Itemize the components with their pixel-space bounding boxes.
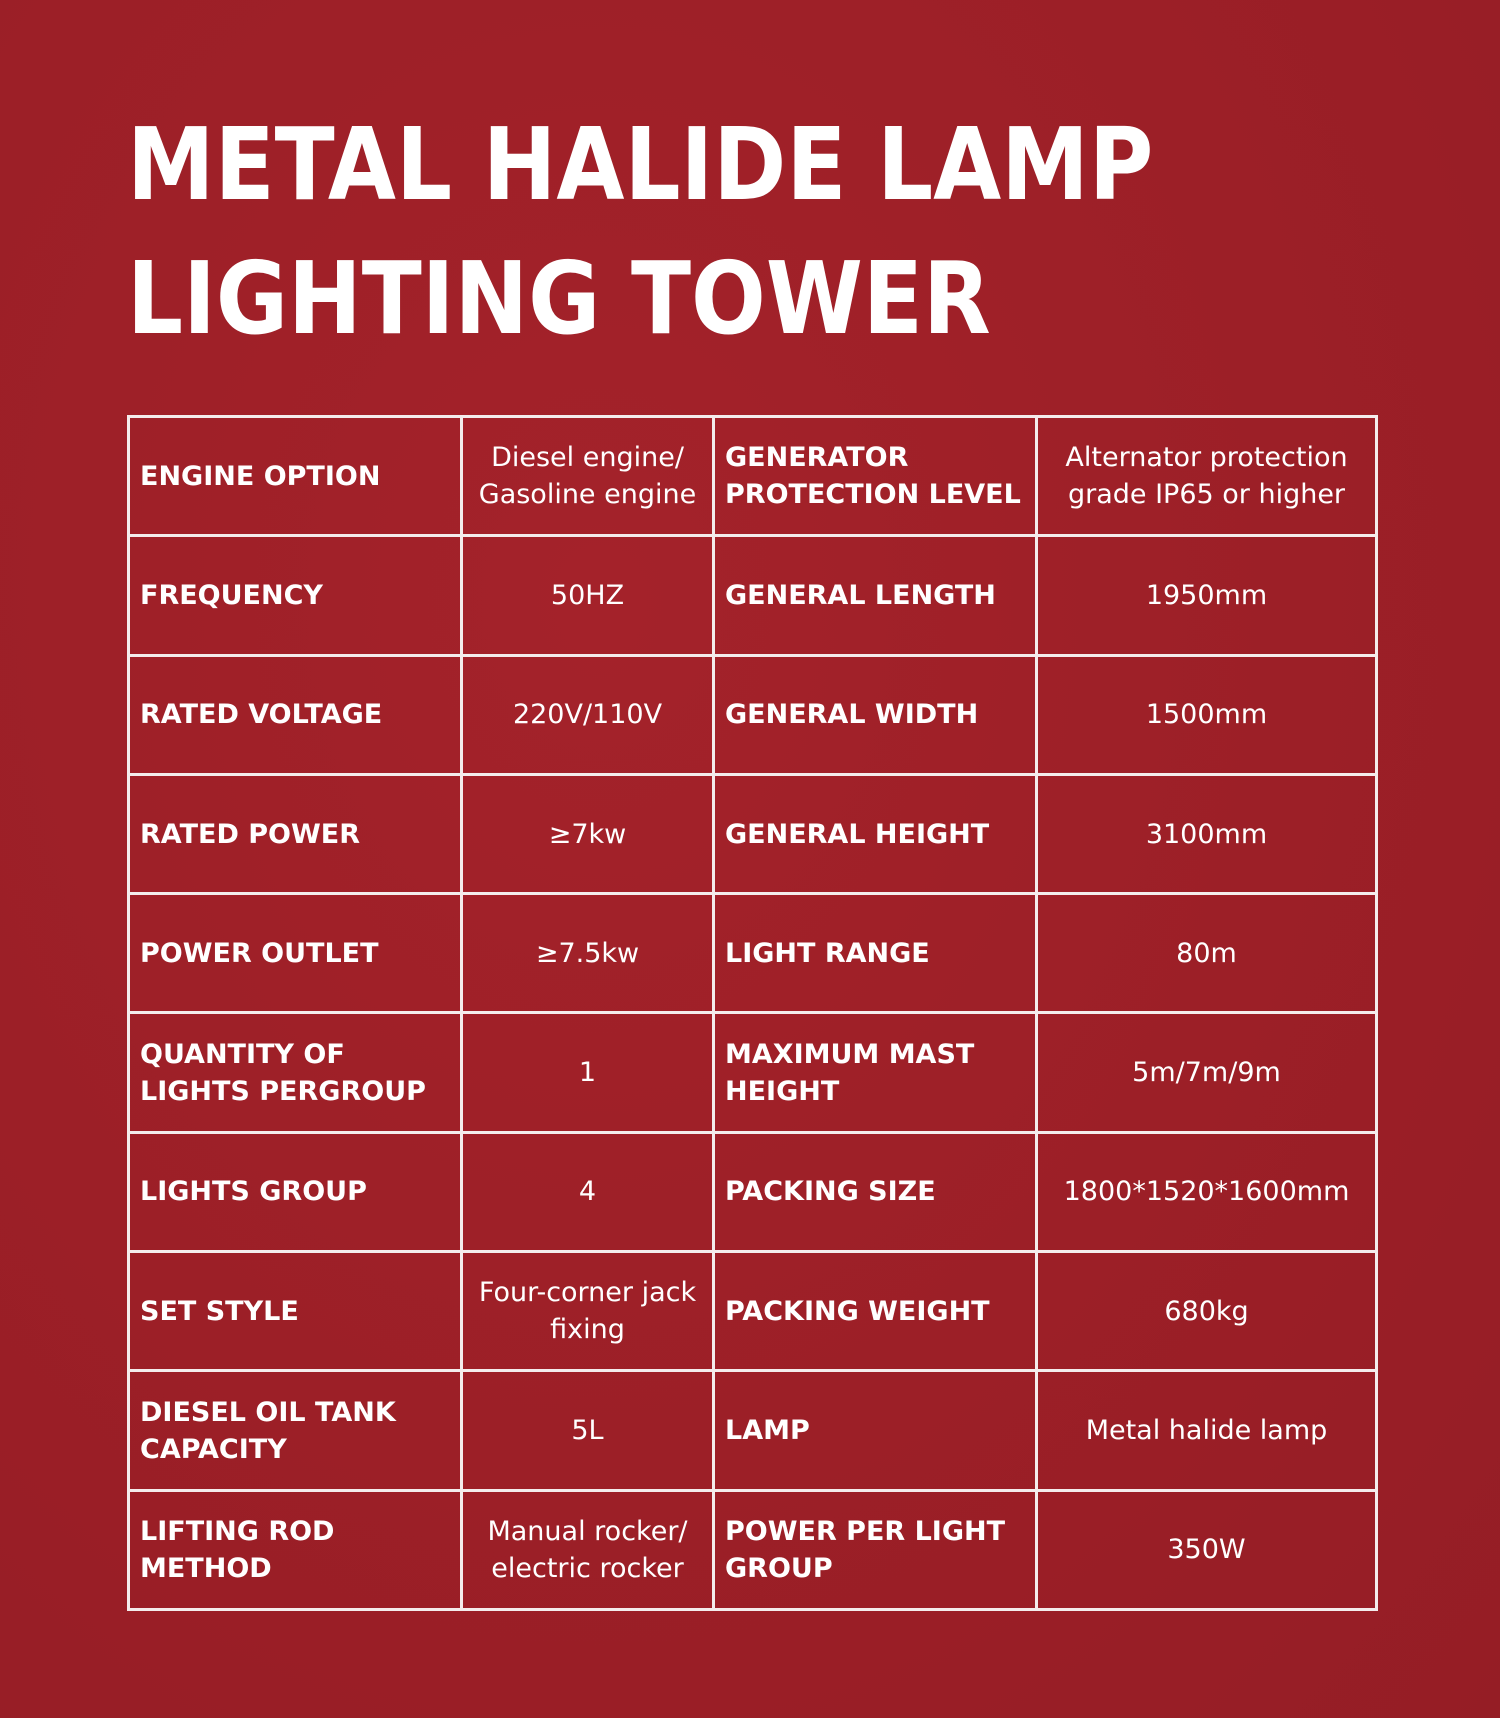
spec-label: POWER OUTLET [129, 894, 462, 1013]
spec-label: POWER PER LIGHT GROUP [714, 1490, 1037, 1609]
table-row [129, 774, 1377, 893]
spec-value: 1950mm [1037, 536, 1377, 655]
spec-value: 220V/110V [462, 655, 714, 774]
spec-label: RATED VOLTAGE [129, 655, 462, 774]
spec-label: GENERAL WIDTH [714, 655, 1037, 774]
table-row [129, 1371, 1377, 1490]
spec-label: PACKING WEIGHT [714, 1252, 1037, 1371]
spec-label: LIGHTS GROUP [129, 1132, 462, 1251]
spec-label: PACKING SIZE [714, 1132, 1037, 1251]
table-row [129, 894, 1377, 1013]
page-title [127, 98, 1153, 366]
spec-label: ENGINE OPTION [129, 417, 462, 536]
spec-value: 3100mm [1037, 774, 1377, 893]
table-row [129, 417, 1377, 536]
title-line-2: LIGHTING TOWER [127, 240, 991, 357]
spec-value: Metal halide lamp [1037, 1371, 1377, 1490]
table-row [129, 1252, 1377, 1371]
spec-label: QUANTITY OF LIGHTS PERGROUP [129, 1013, 462, 1132]
spec-value: 1500mm [1037, 655, 1377, 774]
spec-label: GENERAL HEIGHT [714, 774, 1037, 893]
title-line-1: METAL HALIDE LAMP [127, 106, 1154, 223]
spec-label: RATED POWER [129, 774, 462, 893]
spec-value: 50HZ [462, 536, 714, 655]
spec-value: 5L [462, 1371, 714, 1490]
table-row [129, 1490, 1377, 1609]
spec-table [127, 415, 1378, 1611]
table-row [129, 1132, 1377, 1251]
table-row [129, 655, 1377, 774]
spec-value: 1 [462, 1013, 714, 1132]
spec-value: Four-corner jack fixing [462, 1252, 714, 1371]
spec-value: Diesel engine/ Gasoline engine [462, 417, 714, 536]
spec-value: 5m/7m/9m [1037, 1013, 1377, 1132]
spec-label: FREQUENCY [129, 536, 462, 655]
spec-label: GENERATOR PROTECTION LEVEL [714, 417, 1037, 536]
spec-value: 80m [1037, 894, 1377, 1013]
spec-label: MAXIMUM MAST HEIGHT [714, 1013, 1037, 1132]
spec-value: 680kg [1037, 1252, 1377, 1371]
spec-value: 4 [462, 1132, 714, 1251]
spec-label: DIESEL OIL TANK CAPACITY [129, 1371, 462, 1490]
spec-label: LAMP [714, 1371, 1037, 1490]
spec-value: 1800*1520*1600mm [1037, 1132, 1377, 1251]
spec-label: LIFTING ROD METHOD [129, 1490, 462, 1609]
spec-label: SET STYLE [129, 1252, 462, 1371]
table-row [129, 536, 1377, 655]
spec-value: ≥7.5kw [462, 894, 714, 1013]
spec-value: ≥7kw [462, 774, 714, 893]
table-row [129, 1013, 1377, 1132]
spec-label: GENERAL LENGTH [714, 536, 1037, 655]
spec-value: Alternator protection grade IP65 or higher [1037, 417, 1377, 536]
spec-value: 350W [1037, 1490, 1377, 1609]
spec-label: LIGHT RANGE [714, 894, 1037, 1013]
spec-value: Manual rocker/ electric rocker [462, 1490, 714, 1609]
